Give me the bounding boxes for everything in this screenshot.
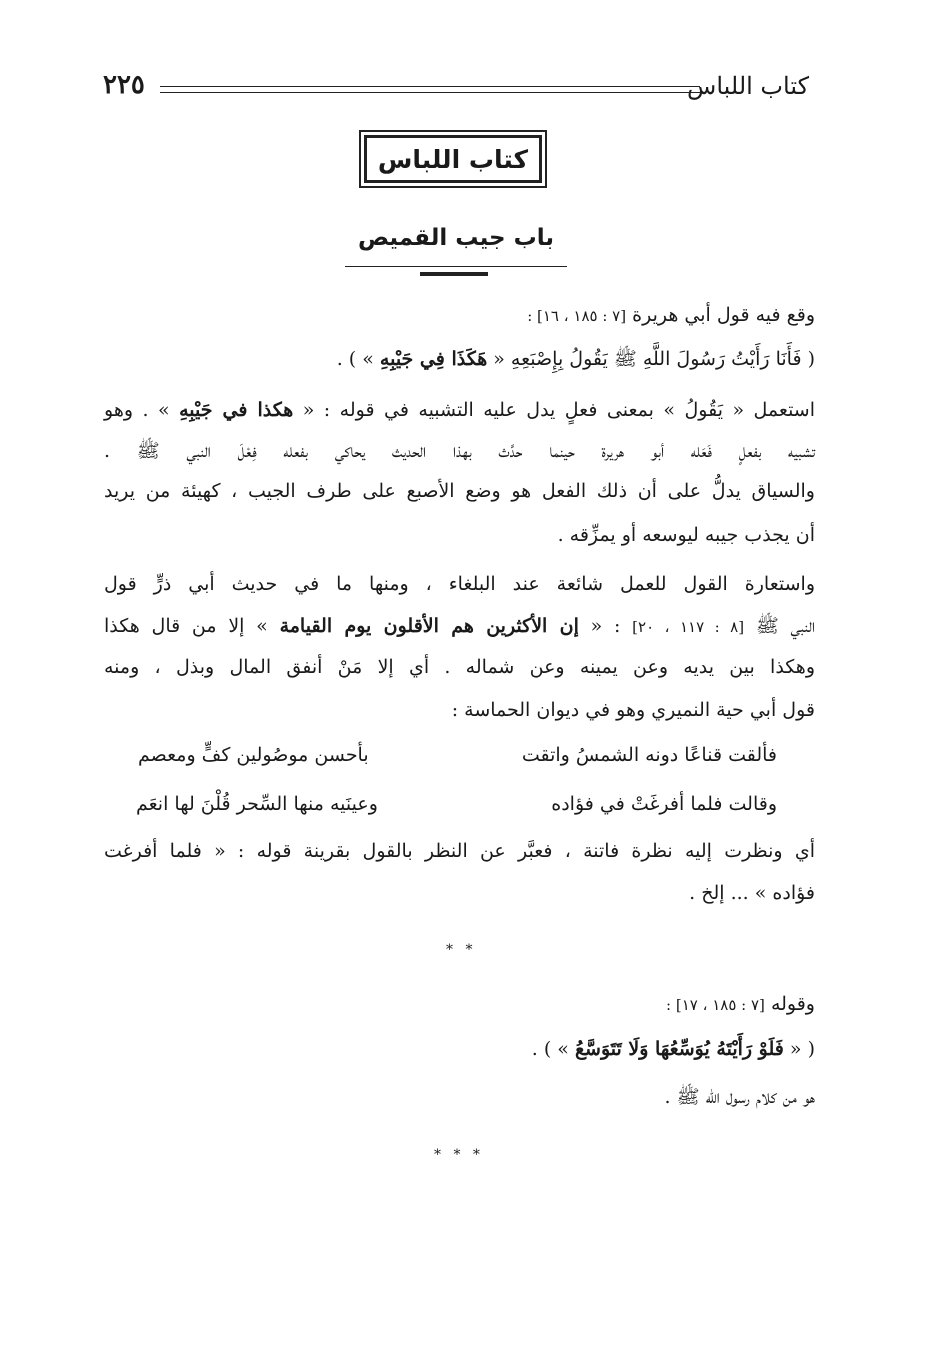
page-number: ٢٢٥ [103,70,145,100]
poem-hemistich-first: وقالت فلما أفرغَتْ في فؤاده [551,793,777,815]
running-title: كتاب اللباس [687,72,809,100]
hadith-quote-1: ( فَأَنَا رَأَيْتُ رَسُولَ اللَّهِ ﷺ يَقُولُ بِإِصْبَعِهِ « هَكَذَا فِي جَيْبِهِ » ) . [336,348,815,370]
header-rule [160,86,700,93]
citation: [٧ : ١٨٥ ، ١٦] : [527,307,627,325]
chapter-title: باب جيب القميص [358,225,554,251]
paragraph-line: قول أبي حية النميري وهو في ديوان الحماسة : [451,699,815,721]
section-separator: * * * [434,1147,484,1163]
paragraph-line: أي ونظرت إليه نظرة فاتنة ، فعبَّر عن النظر بالقول بقرينة قوله : « فلما أفرغت [104,840,815,862]
section1-intro: وقع فيه قول أبي هريرة [٧ : ١٨٥ ، ١٦] : [527,304,815,326]
paragraph-line: تشبيه بفعلٍ فَعَله أبو هريرة حينما حدَّث بهذا الحديث يحاكي بفعله فِعْلَ النبي ﷺ . [104,440,815,462]
paragraph-line: فؤاده » ... إلخ . [689,882,815,904]
citation: [٨ : ١١٧ ، ٢٠] [632,618,745,636]
chapter-rule-thick [420,272,488,276]
paragraph-line: أن يجذب جيبه ليوسعه أو يمزِّقه . [557,524,815,546]
chapter-rule [345,266,567,267]
section2-intro: وقوله [٧ : ١٨٥ ، ١٧] : [666,993,815,1015]
paragraph-line: والسياق يدلُّ على أن ذلك الفعل هو وضع الأصبع على طرف الجيب ، كهيئة من يريد [104,480,815,502]
citation: [٧ : ١٨٥ ، ١٧] : [666,996,765,1014]
section-separator: * * [446,942,477,958]
poem-hemistich-first: فألقت قناعًا دونه الشمسُ واتقت [521,744,777,766]
paragraph-line: هو من كلام رسول الله ﷺ . [664,1086,815,1108]
poem-hemistich-second: وعينَيه منها السِّحر قُلْنَ لها انعَم [136,793,378,815]
poem-hemistich-second: بأحسن موصُولين كفٍّ ومعصم [138,744,369,766]
book-title: كتاب اللباس [364,135,542,183]
paragraph-line: النبي ﷺ [٨ : ١١٧ ، ٢٠] : « إن الأكثرين هم الأقلون يوم القيامة » إلا من قال هكذا [104,615,816,637]
hadith-quote-2: ( « فَلَوْ رَأَيْتَهُ يُوَسِّعُهَا وَلَا تَتَوَسَّعُ » ) . [531,1038,815,1060]
paragraph-line: استعمل « يَقُولُ » بمعنى فعلٍ يدل عليه التشبيه في قوله : « هكذا في جَيْبِهِ » . وهو [104,399,815,421]
paragraph-line: واستعارة القول للعمل شائعة عند البلغاء ، ومنها ما في حديث أبي ذرٍّ قول [104,573,815,595]
book-title-frame [359,130,547,188]
paragraph-line: وهكذا بين يديه وعن يمينه وعن شماله . أي إلا مَنْ أنفق المال وبذل ، ومنه [104,656,815,678]
